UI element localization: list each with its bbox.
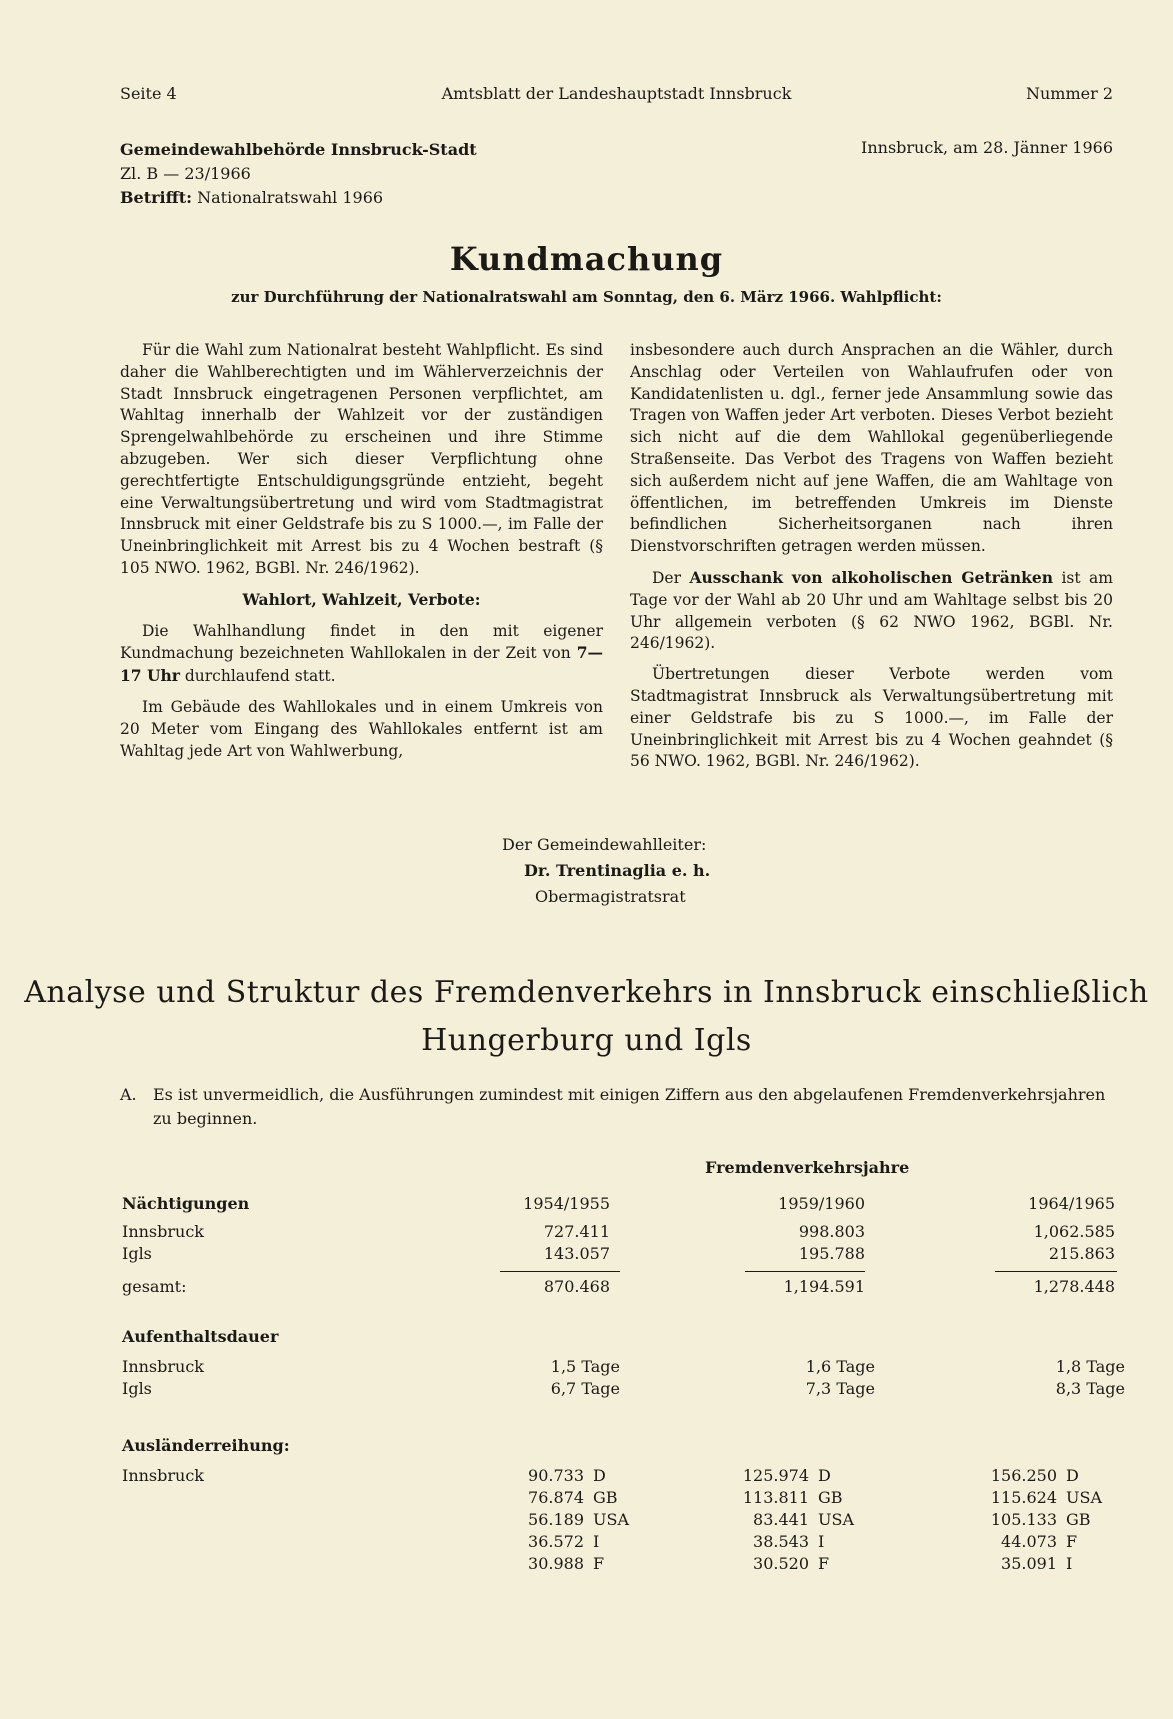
sum-rule	[745, 1271, 865, 1272]
row-label: Innsbruck	[122, 1357, 204, 1376]
subject-label: Betrifft:	[120, 188, 193, 207]
country-code: USA	[1066, 1488, 1102, 1507]
paragraph: insbesondere auch durch Ansprachen an die Wähler, durch Anschlag oder Verteilen von Wahlaufrufen oder von Kandidatenlisten u. dgl., ferner jede Ansammlung sowie das Tragen von Waffen jeder Art verboten. Dieses Verbot bezieht sich nicht auf die dem Wahllokal gegenüberliegende Straßenseite. Das Verbot des Tragens von Waffen bezieht sich außerdem nicht auf jene Waffen, die am Wahltage von öffentlichen, im betreffenden Umkreis im Dienste befindlichen Sicherheitsorganen nach ihren Dienstvorschriften getragen werden müssen.	[630, 341, 1113, 556]
publication-title: Amtsblatt der Landeshauptstadt Innsbruck	[441, 84, 792, 103]
section-label-auslaender: Ausländerreihung:	[122, 1436, 290, 1455]
section-label-aufenthaltsdauer: Aufenthaltsdauer	[122, 1327, 279, 1346]
foreign-count: 156.250	[990, 1466, 1057, 1485]
authority: Gemeindewahlbehörde Innsbruck-Stadt	[120, 140, 477, 159]
foreign-count: 113.811	[742, 1488, 809, 1507]
signature-name: Dr. Trentinaglia e. h.	[524, 861, 711, 880]
paragraph: Die Wahlhandlung findet in den mit eigener Kundmachung bezeichneten Wahllokalen in der Zeit von 7—17 Uhr durchlaufend statt.	[120, 621, 603, 686]
foreign-count: 38.543	[753, 1532, 809, 1551]
notice-date: Innsbruck, am 28. Jänner 1966	[861, 138, 1113, 157]
total-value: 1,194.591	[783, 1277, 865, 1296]
stay-value: 8,3 Tage	[1055, 1379, 1125, 1398]
foreign-count: 105.133	[990, 1510, 1057, 1529]
notice-subtitle: zur Durchführung der Nationalratswahl am Sonntag, den 6. März 1966. Wahlpflicht:	[231, 288, 942, 306]
table-value: 143.057	[543, 1244, 610, 1263]
country-code: GB	[818, 1488, 843, 1507]
column-group-header: Fremdenverkehrsjahre	[705, 1158, 910, 1177]
year-header: 1964/1965	[1028, 1194, 1115, 1213]
table-value: 195.788	[798, 1244, 865, 1263]
table-value: 998.803	[798, 1222, 865, 1241]
stay-value: 1,8 Tage	[1055, 1357, 1125, 1376]
foreign-count: 83.441	[753, 1510, 809, 1529]
paragraph: Im Gebäude des Wahllokales und in einem Umkreis von 20 Meter vom Eingang des Wahllokales entfernt ist am Wahltag jede Art von Wahlwerbung,	[120, 697, 603, 760]
row-label: Igls	[122, 1379, 152, 1398]
country-code: GB	[1066, 1510, 1091, 1529]
foreign-count: 90.733	[528, 1466, 584, 1485]
paragraph: Für die Wahl zum Nationalrat besteht Wahlpflicht. Es sind daher die Wahlberechtigten und im Wählerverzeichnis der Stadt Innsbruck eingetragenen Personen verpflichtet, am Wahltag innerhalb der Wahlzeit vor der zuständigen Sprengelwahlbehörde zu erscheinen und ihre Stimme abzugeben. Wer sich dieser Verpflichtung ohne gerechtfertigte Entschuldigungsgründe entzieht, begeht eine Verwaltungsübertretung und wird vom Stadtmagistrat Innsbruck mit einer Geldstrafe bis zu S 1000.—, im Falle der Uneinbringlichkeit mit Arrest bis zu 4 Wochen bestraft (§ 105 NWO. 1962, BGBl. Nr. 246/1962).	[120, 341, 603, 577]
sum-rule	[995, 1271, 1117, 1272]
country-code: F	[593, 1554, 605, 1573]
country-code: F	[1066, 1532, 1078, 1551]
foreign-count: 36.572	[528, 1532, 584, 1551]
row-label: Innsbruck	[122, 1466, 204, 1485]
foreign-count: 76.874	[528, 1488, 584, 1507]
country-code: USA	[818, 1510, 854, 1529]
country-code: D	[1066, 1466, 1079, 1485]
paragraph: Der Ausschank von alkoholischen Getränken ist am Tage vor der Wahl ab 20 Uhr und am Wahltage selbst bis 20 Uhr allgemein verboten (§ 62 NWO 1962, BGBl. Nr. 246/1962).	[630, 567, 1113, 653]
section-label-naechtigungen: Nächtigungen	[122, 1194, 250, 1213]
stay-value: 6,7 Tage	[550, 1379, 620, 1398]
foreign-count: 30.520	[753, 1554, 809, 1573]
foreign-count: 44.073	[1001, 1532, 1057, 1551]
country-code: GB	[593, 1488, 618, 1507]
row-label: Innsbruck	[122, 1222, 204, 1241]
year-header: 1954/1955	[523, 1194, 610, 1213]
foreign-count: 35.091	[1001, 1554, 1057, 1573]
total-value: 1,278.448	[1033, 1277, 1115, 1296]
country-code: D	[593, 1466, 606, 1485]
country-code: I	[1066, 1554, 1073, 1573]
paragraph: Übertretungen dieser Verbote werden vom Stadtmagistrat Innsbruck als Verwaltungsübertretung mit einer Geldstrafe bis zu S 1000.—, im Falle der Uneinbringlichkeit mit Arrest bis zu 4 Wochen geahndet (§ 56 NWO. 1962, BGBl. Nr. 246/1962).	[630, 665, 1113, 771]
row-label-total: gesamt:	[122, 1277, 187, 1296]
signature-rank: Obermagistratsrat	[535, 887, 686, 906]
subject: Nationalratswahl 1966	[197, 188, 384, 207]
stay-value: 1,5 Tage	[550, 1357, 620, 1376]
row-label: Igls	[122, 1244, 152, 1263]
country-code: D	[818, 1466, 831, 1485]
sum-rule	[500, 1271, 620, 1272]
foreign-count: 30.988	[528, 1554, 584, 1573]
foreign-count: 56.189	[528, 1510, 584, 1529]
table-value: 1,062.585	[1033, 1222, 1115, 1241]
article-title-line1: Analyse und Struktur des Fremdenverkehrs in Innsbruck einschließlich	[24, 975, 1149, 1010]
table-value: 215.863	[1048, 1244, 1115, 1263]
foreign-count: 115.624	[990, 1488, 1057, 1507]
section-heading: Wahlort, Wahlzeit, Verbote:	[242, 589, 481, 609]
issue-number: Nummer 2	[1025, 84, 1113, 103]
intro-label: A.	[120, 1085, 137, 1104]
file-number: Zl. B — 23/1966	[120, 164, 251, 183]
country-code: F	[818, 1554, 830, 1573]
stay-value: 1,6 Tage	[805, 1357, 875, 1376]
table-value: 727.411	[543, 1222, 610, 1241]
total-value: 870.468	[543, 1277, 610, 1296]
country-code: I	[593, 1532, 600, 1551]
year-header: 1959/1960	[778, 1194, 865, 1213]
page-number: Seite 4	[120, 84, 177, 103]
foreign-count: 125.974	[742, 1466, 809, 1485]
signature-role: Der Gemeindewahlleiter:	[502, 835, 707, 854]
country-code: I	[818, 1532, 825, 1551]
article-title-line2: Hungerburg und Igls	[421, 1023, 752, 1058]
stay-value: 7,3 Tage	[805, 1379, 875, 1398]
intro-text: Es ist unvermeidlich, die Ausführungen zumindest mit einigen Ziffern aus den abgelaufenen Fremdenverkehrsjahren zu beginnen.	[153, 1085, 1106, 1128]
notice-title: Kundmachung	[449, 240, 724, 278]
country-code: USA	[593, 1510, 629, 1529]
